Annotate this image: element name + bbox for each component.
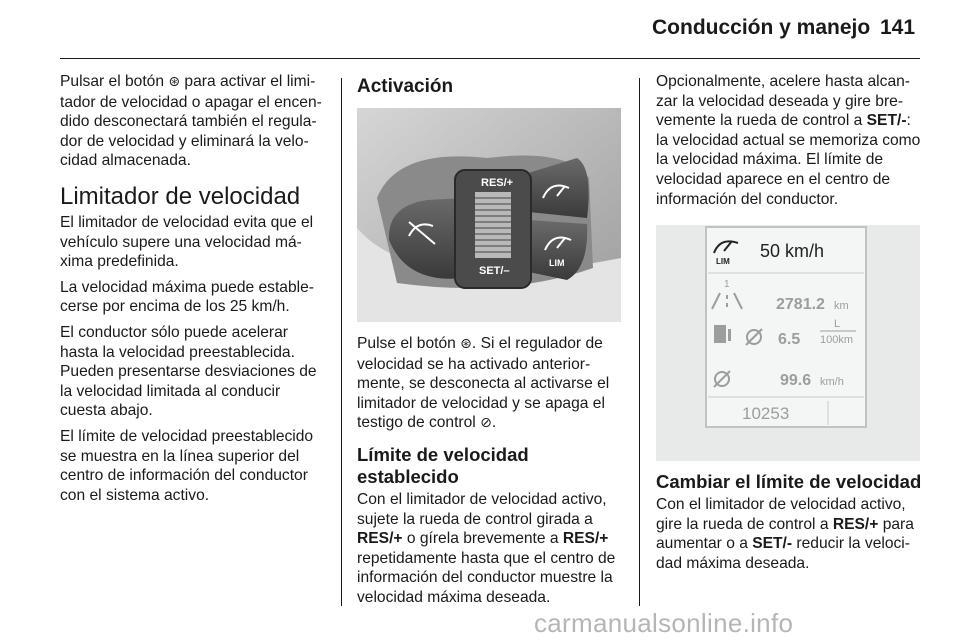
set-speed-value: 50 km/h [760,241,825,262]
odometer-value: 10253 [742,404,790,424]
section-heading-speed-limit-set: Límite de velocidad establecido [357,443,529,487]
paragraph: El limitador de velocidad evita que el vehículo supere una velocidad má-xima predefinida. [60,213,314,271]
column-1 [60,72,328,511]
watermark: carmanualsonline.info [534,608,794,638]
paragraph: Opcionalmente, acelere hasta alcan-zar la velocidad deseada y gire bre-vemente la rueda de control a SET/-: la velocidad actual se memoriza como la velocidad máxima. El límite de velocidad aparece en el centro de información del conductor. [656,73,921,208]
paragraph: Con el limitador de velocidad activo, gire la rueda de control a RES/+ para aumentar o a SET/- reducir la veloci-dad máxima deseada. [656,496,914,572]
section-heading-activation: Activación [357,76,454,97]
avg-consumption-value: 6.5 [778,331,801,349]
lim-button-label: LIM [549,258,565,268]
lim-display-label: LIM [716,257,730,267]
page-header [0,0,960,60]
trip-distance-value: 2781.2 [776,296,825,314]
driver-information-display-illustration [656,225,920,461]
speed-limiter-icon: ⊛ [460,336,472,352]
section-heading-change-speed-limit: Cambiar el límite de velocidad [656,471,922,493]
res-plus-text: RES/+ [832,515,879,533]
set-minus-label: SET/– [479,265,510,277]
avg-consumption-unit-top: L [834,318,841,331]
intro-paragraph: Pulsar el botón ⊛ para activar el limi-tador de velocidad o apagar el encen-dido desconectará también el regula-dor de velocidad y eliminará la velo-cidad almacenada. [60,73,322,170]
paragraph: El límite de velocidad preestablecido se muestra en la línea superior del centro de información del conductor con el sistema activo. [60,427,314,504]
column-divider-2 [639,78,640,606]
section-heading-speed-limiter: Limitador de velocidad [60,182,301,210]
page-number: 141 [880,16,916,39]
column-2 [357,72,625,614]
steering-wheel-controls-illustration [357,108,621,322]
trip-distance-unit: km [834,300,849,313]
column-divider-1 [341,78,342,606]
cruise-control-indicator-icon: ⊘ [480,415,492,432]
set-minus-text: SET/- [866,112,907,130]
res-plus-label: RES/+ [481,177,514,189]
header-rule [60,58,920,59]
paragraph: Con el limitador de velocidad activo, sujete la rueda de control girada a RES/+ o gírela brevemente a RES/+ repetidamente hasta que el centro de información del conductor muestre la velocidad máxima deseada. [357,490,616,606]
set-minus-text: SET/- [752,535,793,553]
trip-marker: 1 [724,279,730,291]
paragraph: El conductor sólo puede acelerar hasta la velocidad preestablecida. Pueden presentarse desviaciones de la velocidad limitada al conducir cuesta abajo. [60,323,317,420]
avg-speed-value: 99.6 [780,372,812,390]
paragraph: La velocidad máxima puede estable-cerse por encima de los 25 km/h. [60,278,314,316]
column-3 [656,72,922,580]
res-plus-text: RES/+ [562,530,609,548]
avg-speed-unit: km/h [820,376,844,389]
activation-paragraph: Pulse el botón ⊛. Si el regulador de velocidad se ha activado anterior-mente, se desconecta al activarse el limitador de velocidad y se apaga el testigo de control ⊘. [357,335,610,432]
speed-limiter-icon: ⊛ [168,74,181,90]
chapter-title: Conducción y manejo [652,16,871,39]
avg-consumption-unit-bottom: 100km [820,334,854,347]
res-plus-text: RES/+ [357,530,403,548]
